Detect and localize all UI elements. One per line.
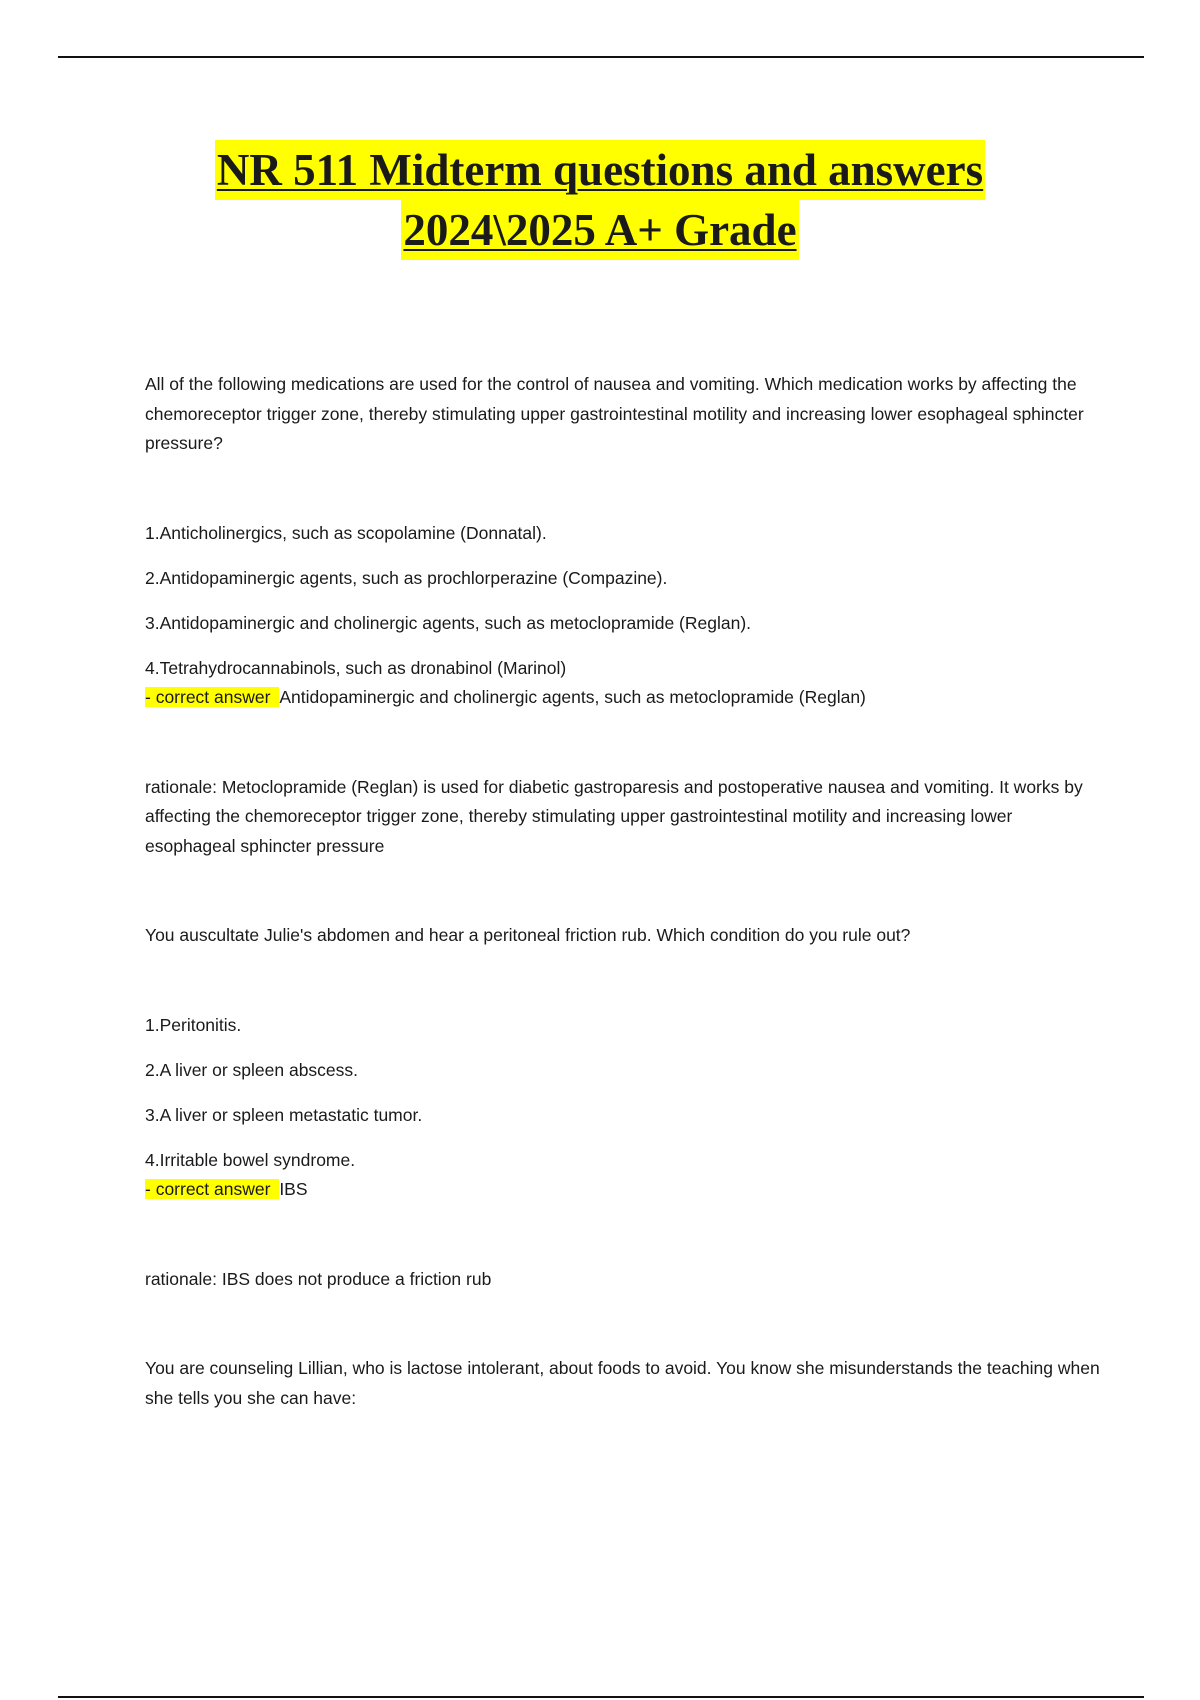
correct-answer bbox=[145, 1175, 1105, 1205]
answer-option: 2.Antidopaminergic agents, such as prochlorperazine (Compazine). bbox=[145, 567, 668, 588]
footer-rule bbox=[58, 1696, 1144, 1698]
title-line-2: 2024\2025 A+ Grade bbox=[401, 200, 798, 260]
correct-answer-text: IBS bbox=[279, 1179, 308, 1199]
title-line-1: NR 511 Midterm questions and answers bbox=[215, 140, 985, 200]
rationale-text: rationale: Metoclopramide (Reglan) is used for diabetic gastroparesis and postoperative nausea and vomiting. It works by affecting the chemoreceptor trigger zone, thereby stimulating upper gastrointestinal motility and increasing lower esophageal sphincter pressure bbox=[145, 776, 1083, 856]
correct-answer bbox=[145, 683, 1105, 713]
answer-option: 1.Anticholinergics, such as scopolamine (Donnatal). bbox=[145, 522, 547, 543]
question-block-2 bbox=[145, 921, 1105, 1294]
answer-option: 1.Peritonitis. bbox=[145, 1014, 242, 1035]
correct-answer-label: - correct answer bbox=[145, 687, 279, 707]
header-rule bbox=[58, 56, 1144, 58]
answer-option: 4.Tetrahydrocannabinols, such as dronabinol (Marinol) bbox=[145, 657, 567, 678]
question-text: You are counseling Lillian, who is lactose intolerant, about foods to avoid. You know she misunderstands the teaching when she tells you she can have: bbox=[145, 1358, 1100, 1408]
rationale-text: rationale: IBS does not produce a friction rub bbox=[145, 1268, 492, 1289]
answer-option: 3.A liver or spleen metastatic tumor. bbox=[145, 1104, 423, 1125]
correct-answer-text: Antidopaminergic and cholinergic agents, such as metoclopramide (Reglan) bbox=[279, 687, 866, 707]
question-block-3 bbox=[145, 1354, 1105, 1413]
question-block-1 bbox=[145, 370, 1105, 861]
question-text: You auscultate Julie's abdomen and hear a peritoneal friction rub. Which condition do you rule out? bbox=[145, 925, 911, 945]
document-body bbox=[145, 370, 1105, 1413]
correct-answer-label: - correct answer bbox=[145, 1179, 279, 1199]
answer-option: 4.Irritable bowel syndrome. bbox=[145, 1149, 356, 1170]
document-title bbox=[0, 140, 1200, 260]
answer-option: 2.A liver or spleen abscess. bbox=[145, 1059, 359, 1080]
question-text: All of the following medications are used for the control of nausea and vomiting. Which medication works by affecting the chemoreceptor trigger zone, thereby stimulating upper gastrointestinal motility and increasing lower esophageal sphincter pressure? bbox=[145, 374, 1084, 453]
answer-option: 3.Antidopaminergic and cholinergic agents, such as metoclopramide (Reglan). bbox=[145, 612, 752, 633]
